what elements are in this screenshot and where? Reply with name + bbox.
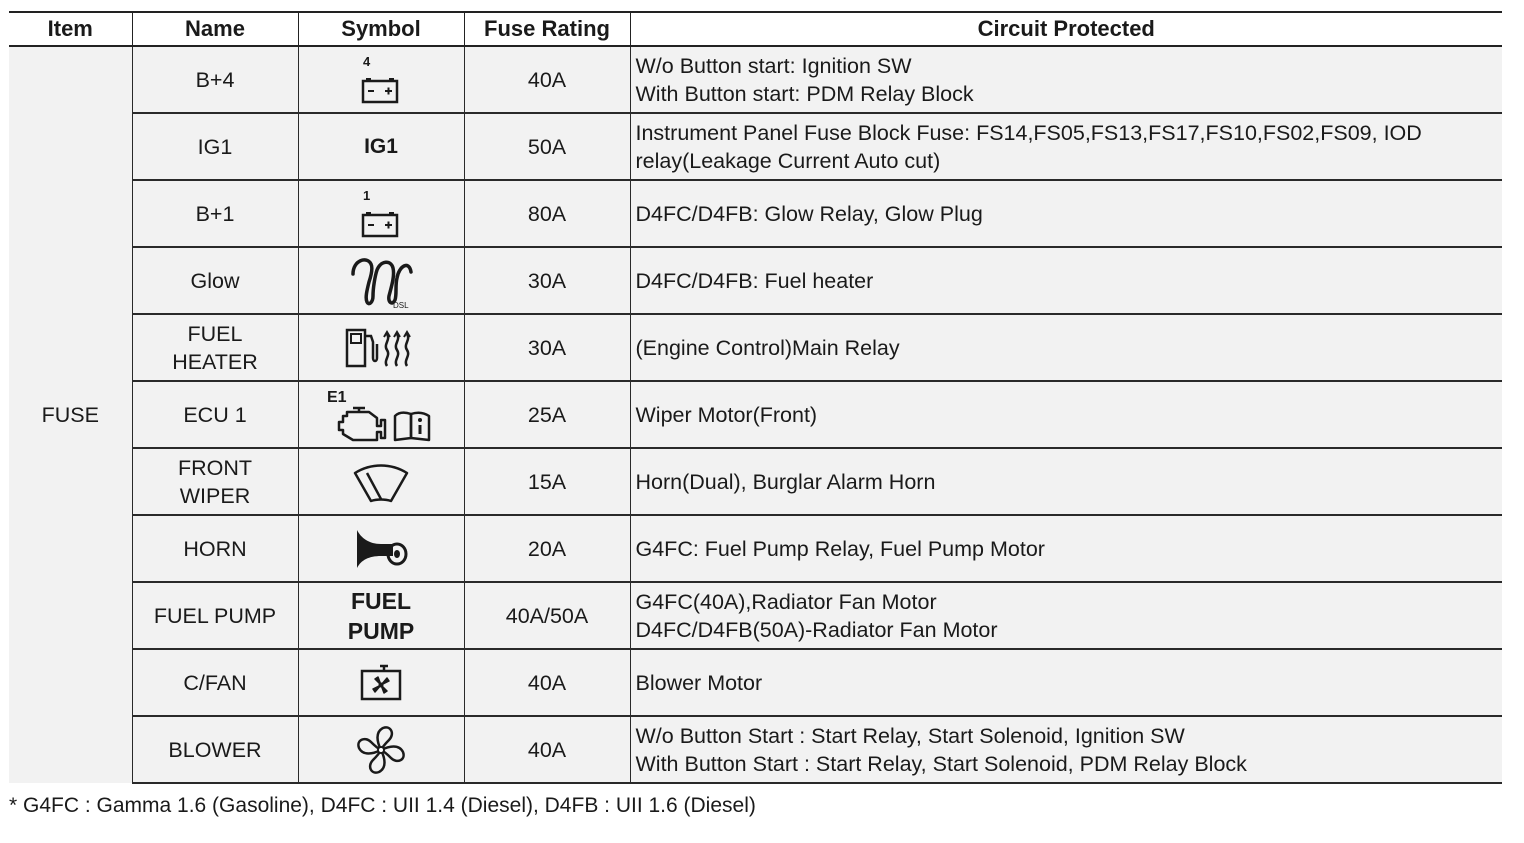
name-cell — [132, 582, 298, 649]
name-cell — [132, 113, 298, 180]
ig1-symbol-text: IG1 — [364, 134, 398, 158]
name-text: ECU 1 — [183, 402, 247, 427]
wiper-icon — [351, 459, 411, 505]
glow-plug-icon — [345, 252, 417, 310]
symbol-cell — [298, 113, 464, 180]
name-cell — [132, 247, 298, 314]
circuit-text: Blower Motor — [635, 670, 763, 695]
circuit-text: Horn(Dual), Burglar Alarm Horn — [635, 469, 936, 494]
header-circuit-protected: Circuit Protected — [630, 12, 1502, 46]
circuit-text: W/o Button start: Ignition SW With Button start: PDM Relay Block — [635, 53, 974, 106]
circuit-cell — [630, 582, 1502, 649]
header-fuse-rating: Fuse Rating — [464, 12, 630, 46]
rating-cell: 30A — [464, 247, 630, 314]
circuit-text: G4FC(40A),Radiator Fan Motor D4FC/D4FB(50A)-Radiator Fan Motor — [635, 589, 998, 642]
engine-ecu-icon — [323, 386, 439, 444]
rating-cell: 80A — [464, 180, 630, 247]
fuel-heater-icon — [343, 326, 419, 370]
rating-cell: 25A — [464, 381, 630, 448]
rating-cell: 40A — [464, 46, 630, 113]
name-text: C/FAN — [183, 670, 247, 695]
name-text: HORN — [183, 536, 247, 561]
table-header — [9, 12, 1502, 46]
circuit-cell — [630, 314, 1502, 381]
horn-icon — [351, 526, 411, 572]
name-text: FRONT WIPER — [177, 455, 253, 508]
circuit-text: Wiper Motor(Front) — [635, 402, 818, 427]
circuit-cell — [630, 247, 1502, 314]
table-row — [9, 46, 1502, 113]
table-row — [9, 448, 1502, 515]
rating-cell: 30A — [464, 314, 630, 381]
battery-number-label: 1 — [363, 187, 371, 203]
name-cell — [132, 46, 298, 113]
name-cell — [132, 515, 298, 582]
symbol-cell — [298, 515, 464, 582]
table-row — [9, 515, 1502, 582]
name-cell — [132, 649, 298, 716]
name-text: IG1 — [197, 134, 233, 159]
table-row — [9, 582, 1502, 649]
circuit-cell — [630, 180, 1502, 247]
rating-cell: 15A — [464, 448, 630, 515]
rating-cell: 40A — [464, 649, 630, 716]
circuit-cell — [630, 46, 1502, 113]
symbol-cell — [298, 46, 464, 113]
battery-number-label: 4 — [363, 53, 371, 69]
circuit-cell — [630, 448, 1502, 515]
symbol-cell — [298, 448, 464, 515]
table-row — [9, 113, 1502, 180]
circuit-text: D4FC/D4FB: Glow Relay, Glow Plug — [635, 201, 983, 226]
rating-cell: 50A — [464, 113, 630, 180]
circuit-text: Instrument Panel Fuse Block Fuse: FS14,FS05,FS13,FS17,FS10,FS02,FS09, IOD relay(Leakage Current Auto cut) — [635, 120, 1422, 173]
header-name: Name — [132, 12, 298, 46]
name-cell — [132, 716, 298, 783]
item-cell: FUSE — [9, 46, 132, 783]
footnote: * G4FC : Gamma 1.6 (Gasoline), D4FC : UII 1.4 (Diesel), D4FB : UII 1.6 (Diesel) — [9, 794, 756, 817]
table-row — [9, 716, 1502, 783]
symbol-cell — [298, 649, 464, 716]
symbol-cell — [298, 381, 464, 448]
symbol-cell — [298, 716, 464, 783]
circuit-text: W/o Button Start : Start Relay, Start Solenoid, Ignition SW With Button Start : Start Relay, Start Solenoid, PDM Relay Block — [635, 723, 1247, 776]
name-text: BLOWER — [168, 737, 262, 762]
battery-icon — [351, 54, 411, 106]
circuit-text: G4FC: Fuel Pump Relay, Fuel Pump Motor — [635, 536, 1045, 561]
cooling-fan-icon — [356, 663, 406, 703]
name-cell — [132, 381, 298, 448]
circuit-cell — [630, 113, 1502, 180]
fuse-table — [9, 11, 1502, 784]
blower-fan-icon — [353, 722, 409, 778]
name-cell — [132, 314, 298, 381]
symbol-cell — [298, 314, 464, 381]
rating-cell: 40A — [464, 716, 630, 783]
symbol-cell — [298, 582, 464, 649]
table-row — [9, 314, 1502, 381]
circuit-cell — [630, 716, 1502, 783]
table-row — [9, 381, 1502, 448]
circuit-cell — [630, 381, 1502, 448]
symbol-cell — [298, 180, 464, 247]
name-text: FUEL PUMP — [153, 603, 277, 628]
symbol-cell — [298, 247, 464, 314]
circuit-text: D4FC/D4FB: Fuel heater — [635, 268, 874, 293]
name-cell — [132, 180, 298, 247]
name-text: B+1 — [195, 201, 235, 226]
name-text: B+4 — [195, 67, 235, 92]
table-row — [9, 247, 1502, 314]
dsl-label: DSL — [393, 300, 409, 310]
table-row — [9, 180, 1502, 247]
rating-cell: 20A — [464, 515, 630, 582]
table-body — [9, 46, 1502, 783]
battery-icon — [351, 188, 411, 240]
rating-cell: 40A/50A — [464, 582, 630, 649]
name-text: Glow — [190, 268, 240, 293]
name-text: FUEL HEATER — [172, 321, 258, 374]
circuit-cell — [630, 515, 1502, 582]
table-row — [9, 649, 1502, 716]
header-item: Item — [9, 12, 132, 46]
circuit-cell — [630, 649, 1502, 716]
ecu-number-label: E1 — [327, 388, 347, 406]
header-symbol: Symbol — [298, 12, 464, 46]
name-cell — [132, 448, 298, 515]
fuel-pump-symbol-text: FUEL PUMP — [347, 587, 415, 644]
header-row — [9, 12, 1502, 46]
circuit-text: (Engine Control)Main Relay — [635, 335, 900, 360]
